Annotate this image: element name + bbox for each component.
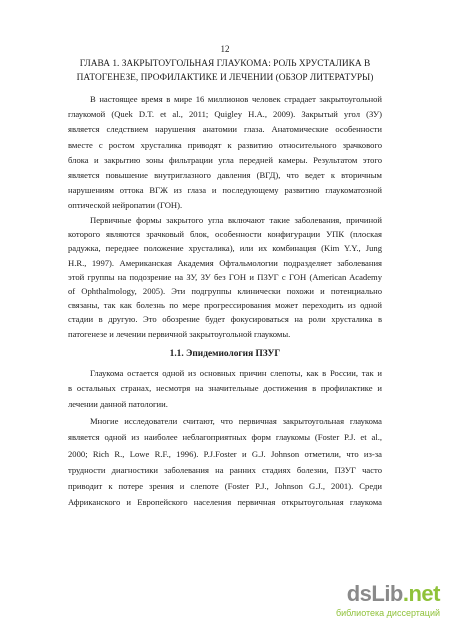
text-line: которого являются зрачковый блок, особенности конфигурации УПК (плоская bbox=[68, 229, 382, 240]
text-line: Первичные формы закрытого угла включают такие заболевания, причиной bbox=[90, 215, 382, 225]
text-line: H.R., 1997). Американская Академия Офтальмологии подразделяет заболевания bbox=[68, 257, 382, 268]
page-number: 12 bbox=[220, 44, 230, 54]
text-line: блока и закрытию зоны фильтрации угла передней камеры. Результатом этого bbox=[68, 154, 382, 165]
text-line: в остальных странах, несмотря на значительные достижения в профилактике и bbox=[68, 383, 382, 394]
text-line: нарушениям оттока ВГЖ из глаза и последующему развитию глаукоматозной bbox=[68, 185, 382, 196]
text-line: радужка, переднее положение хрусталика), или их комбинация (Kim Y.Y., Jung bbox=[68, 243, 382, 254]
text-line: трудности диагностики заболевания на ранних стадиях болезни, ПЗУГ часто bbox=[68, 464, 382, 475]
text-line: этой группы на подозрение на ЗУ, ЗУ без ГОН и ПЗУГ с ГОН (American Academy bbox=[68, 271, 382, 282]
text-line: является одной из наиболее неблагоприятных форм глаукомы (Foster P.J. et al., bbox=[68, 432, 382, 443]
text-line: 2000; Rich R., Lowe R.F., 1996). P.J.Foster и G.J. Johnson отметили, что из-за bbox=[68, 448, 382, 459]
paragraph-2 bbox=[68, 213, 382, 341]
text-line: приводит к потере зрения и слепоте (Foster P.J., Johnson G.J., 2001). Среди bbox=[68, 481, 382, 492]
text-line: Многие исследователи считают, что первичная закрытоугольная глаукома bbox=[90, 416, 382, 426]
watermark-logo bbox=[322, 581, 440, 625]
paragraph-1 bbox=[68, 92, 382, 214]
watermark-logo-text bbox=[347, 581, 440, 607]
logo-accent: .net bbox=[402, 581, 440, 606]
paragraph-4 bbox=[68, 413, 382, 511]
section-heading: 1.1. Эпидемиология ПЗУГ bbox=[169, 349, 281, 359]
text-line: of Ophthalmology, 2005). Эти подгруппы клинически похожи и потенциально bbox=[68, 286, 382, 297]
paragraph-3 bbox=[68, 366, 382, 412]
text-line: является следствием нарушения анатомии глаза. Анатомические особенности bbox=[68, 124, 382, 135]
logo-main: dsLib bbox=[346, 581, 403, 606]
text-line: является повышение внутриглазного давления (ВГД), что ведет к вторичным bbox=[68, 170, 382, 181]
text-line: Африканского и Европейского населения первичная открытоугольная глаукома bbox=[68, 497, 382, 508]
text-line: оптической нейропатии (ГОН). bbox=[68, 200, 183, 211]
text-line: патогенезе и лечении первичной закрытоугольной глаукомы. bbox=[68, 328, 291, 339]
chapter-heading-line-1: ГЛАВА 1. ЗАКРЫТОУГОЛЬНАЯ ГЛАУКОМА: РОЛЬ ХРУСТАЛИКА В bbox=[79, 59, 371, 69]
watermark-tagline: библиотека диссертаций bbox=[335, 608, 440, 618]
text-line: Глаукома остается одной из основных причин слепоты, как в России, так и bbox=[90, 368, 382, 378]
text-line: лечении данной патологии. bbox=[68, 398, 168, 409]
text-line: вместе с ростом хрусталика приводят к развитию относительного зрачкового bbox=[68, 139, 382, 150]
text-line: глаукомой (Quek D.T. et al., 2011; Quigley H.A., 2009). Закрытый угол (ЗУ) bbox=[68, 109, 382, 120]
text-line: В настоящее время в мире 16 миллионов человек страдает закрытоугольной bbox=[90, 94, 382, 104]
text-line: стадии в другую. Это обозрение будет фокусироваться на роли хрусталика в bbox=[68, 314, 382, 325]
text-line: связаны, так как болезнь по мере прогрессирования может переходить из одной bbox=[68, 300, 382, 311]
chapter-heading-line-2: ПАТОГЕНЕЗЕ, ПРОФИЛАКТИКЕ И ЛЕЧЕНИИ (ОБЗОР ЛИТЕРАТУРЫ) bbox=[76, 73, 374, 83]
